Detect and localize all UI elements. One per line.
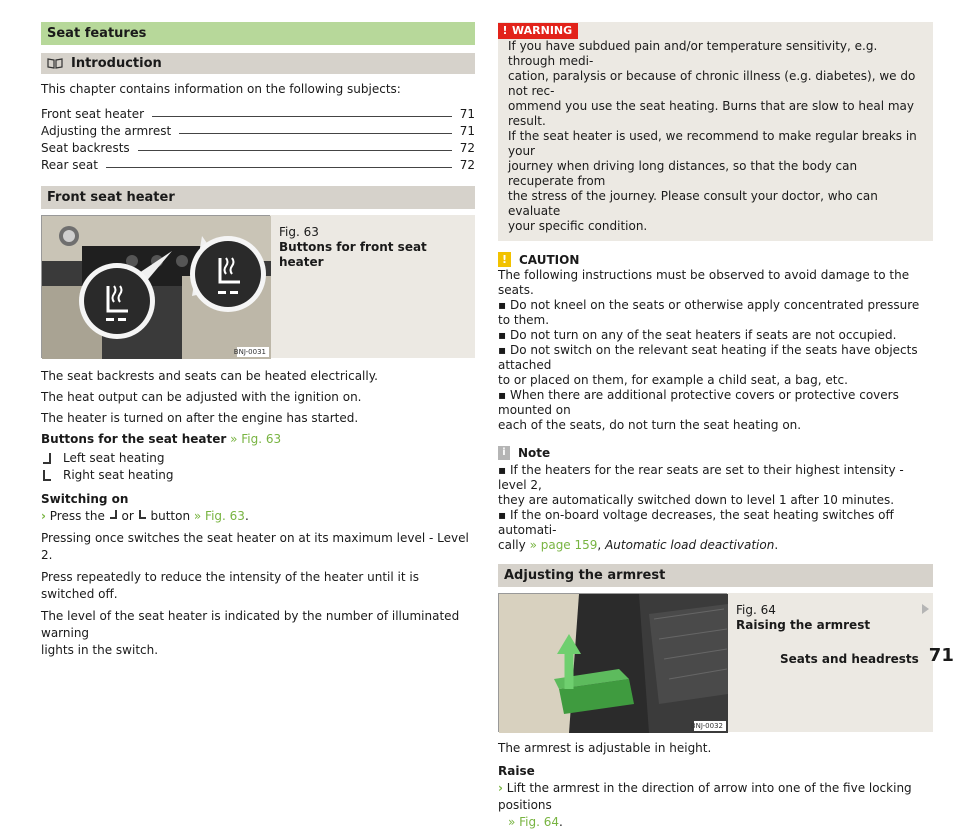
caution-line: The following instructions must be observed to avoid damage to the seats.: [498, 268, 910, 297]
caution-body: [498, 268, 933, 433]
note-line: they are automatically switched down to level 1 after 10 minutes.: [498, 493, 895, 507]
para-ignition: The heat output can be adjusted with the ignition on.: [41, 390, 362, 404]
section-title-adjusting-armrest: Adjusting the armrest: [498, 564, 933, 587]
warning-label: WARNING: [512, 24, 573, 37]
toc-label: Rear seat: [41, 158, 98, 172]
left-seat-inline-icon: [109, 509, 118, 520]
note-head: [498, 444, 933, 461]
press-text-a: Press the: [49, 509, 105, 523]
right-column: [498, 22, 933, 831]
note-line: ▪ If the on-board voltage decreases, the seat heating switches off automati-: [498, 508, 894, 537]
toc-page: 72: [459, 141, 475, 155]
section-title-seat-features: Seat features: [41, 22, 475, 45]
left-column: [41, 22, 475, 659]
toc-row-adjusting-armrest[interactable]: [41, 121, 475, 138]
section-title-front-seat-heater: Front seat heater: [41, 186, 475, 209]
note-end: .: [774, 538, 779, 552]
fig64-link[interactable]: » Fig. 64: [508, 815, 560, 829]
step-arrow-icon: ›: [498, 781, 503, 795]
raise-ref-line: [498, 814, 933, 831]
para-level-indicator-a: The level of the seat heater is indicated by the number of illuminated warning: [41, 609, 460, 640]
note-sep: ,: [597, 538, 602, 552]
toc-page: 72: [459, 158, 475, 172]
note-label: Note: [518, 445, 551, 460]
raise-end: .: [559, 815, 563, 829]
para-level2: Pressing once switches the seat heater on at its maximum level - Level 2.: [41, 531, 469, 562]
figure-64-title: Raising the armrest: [736, 618, 871, 632]
warning-box: [498, 22, 933, 241]
note-text: cally: [498, 538, 526, 552]
intro-heading: [41, 53, 475, 74]
right-seat-row: [41, 467, 475, 484]
toc-list: [41, 104, 475, 172]
footer-page-number: 71: [928, 645, 954, 666]
seat-heater-photo: [42, 216, 271, 359]
figure-63-image: [41, 215, 270, 358]
toc-leader: [152, 116, 452, 117]
toc-label: Seat backrests: [41, 141, 130, 155]
book-icon: [47, 58, 63, 69]
warning-line: ommend you use the seat heating. Burns that are slow to heal may result.: [508, 99, 914, 128]
caution-line: each of the seats, do not turn the seat heating on.: [498, 418, 802, 432]
figure-64-number: Fig. 64: [736, 603, 776, 617]
page-footer: [780, 645, 954, 666]
step-arrow-icon: ›: [41, 509, 46, 523]
warning-line: If the seat heater is used, we recommend to make regular breaks in your: [508, 129, 917, 158]
fig63-link[interactable]: » Fig. 63: [230, 432, 282, 446]
toc-row-front-seat-heater[interactable]: [41, 104, 475, 121]
press-end: .: [244, 509, 249, 523]
para-electric: The seat backrests and seats can be heated electrically.: [41, 369, 378, 383]
caution-head: [498, 251, 933, 268]
press-text-b: button: [150, 509, 191, 523]
figure-63-title: Buttons for front seat heater: [279, 240, 427, 269]
warning-line: cation, paralysis or because of chronic illness (e.g. diabetes), we do not rec-: [508, 69, 916, 98]
intro-text: This chapter contains information on the following subjects:: [41, 82, 401, 96]
buttons-heading: [41, 429, 475, 450]
buttons-label: Buttons for the seat heater: [41, 432, 227, 446]
toc-row-rear-seat[interactable]: [41, 155, 475, 172]
warning-line: the stress of the journey. Please consult your doctor, who can evaluate: [508, 189, 878, 218]
figure-63-code: BNJ-0031: [233, 348, 266, 356]
left-seat-label: Left seat heating: [63, 451, 165, 465]
caution-label: CAUTION: [519, 252, 580, 267]
switching-on-heading: Switching on: [41, 492, 129, 506]
note-line: ▪ If the heaters for the rear seats are set to their highest intensity - level 2,: [498, 463, 904, 492]
right-seat-inline-icon: [138, 509, 147, 520]
figure-63: [41, 215, 475, 358]
intro-title: Introduction: [71, 56, 162, 71]
figure-64-code: BNJ-0032: [690, 722, 723, 730]
toc-label: Front seat heater: [41, 107, 145, 121]
raise-heading: Raise: [498, 764, 535, 778]
figure-63-number: Fig. 63: [279, 225, 319, 239]
toc-leader: [179, 133, 452, 134]
right-seat-heater-callout: [190, 236, 266, 312]
continue-triangle-icon: [922, 604, 929, 614]
press-text-or: or: [121, 509, 134, 523]
armrest-para: The armrest is adjustable in height.: [498, 741, 712, 755]
caution-icon: !: [498, 252, 511, 267]
warning-line: If you have subdued pain and/or temperature sensitivity, e.g. through medi-: [508, 39, 878, 68]
caution-line: ▪ Do not turn on any of the seat heaters if seats are not occupied.: [498, 328, 897, 342]
note-icon: i: [498, 446, 510, 460]
press-instruction: [41, 508, 475, 525]
para-repeat: Press repeatedly to reduce the intensity of the heater until it is switched off.: [41, 570, 419, 601]
toc-leader: [138, 150, 452, 151]
toc-label: Adjusting the armrest: [41, 124, 172, 138]
warning-icon: !: [498, 24, 512, 37]
footer-chapter: Seats and headrests: [780, 652, 919, 666]
figure-64-image: [498, 593, 727, 732]
caution-line: to or placed on them, for example a child seat, a bag, etc.: [498, 373, 848, 387]
para-engine: The heater is turned on after the engine has started.: [41, 411, 359, 425]
armrest-photo: [499, 594, 728, 733]
toc-row-seat-backrests[interactable]: [41, 138, 475, 155]
page-159-link[interactable]: » page 159: [529, 538, 598, 552]
fig63-link-2[interactable]: » Fig. 63: [193, 509, 245, 523]
warning-line: your specific condition.: [508, 219, 648, 233]
raise-text: Lift the armrest in the direction of arrow into one of the five locking positions: [498, 781, 912, 812]
note-line-last: [498, 538, 933, 553]
caution-line: ▪ Do not kneel on the seats or otherwise apply concentrated pressure to them.: [498, 298, 920, 327]
warning-line: journey when driving long distances, so that the body can recuperate from: [508, 159, 858, 188]
caution-line: ▪ When there are additional protective covers or protective covers mounted on: [498, 388, 899, 417]
auto-load-deactivation-ref: Automatic load deactivation: [605, 538, 775, 552]
right-seat-icon: [41, 469, 53, 482]
caution-line: ▪ Do not switch on the relevant seat heating if the seats have objects attached: [498, 343, 918, 372]
toc-leader: [106, 167, 452, 168]
warning-head: [498, 22, 923, 39]
figure-63-caption: [270, 215, 475, 358]
left-seat-row: [41, 450, 475, 467]
toc-page: 71: [459, 124, 475, 138]
left-seat-icon: [41, 452, 53, 465]
para-level-indicator-b: lights in the switch.: [41, 643, 159, 657]
warning-tag: [498, 23, 578, 39]
toc-page: 71: [459, 107, 475, 121]
right-seat-label: Right seat heating: [63, 468, 174, 482]
note-body: [498, 463, 933, 553]
raise-instruction: [498, 780, 933, 814]
